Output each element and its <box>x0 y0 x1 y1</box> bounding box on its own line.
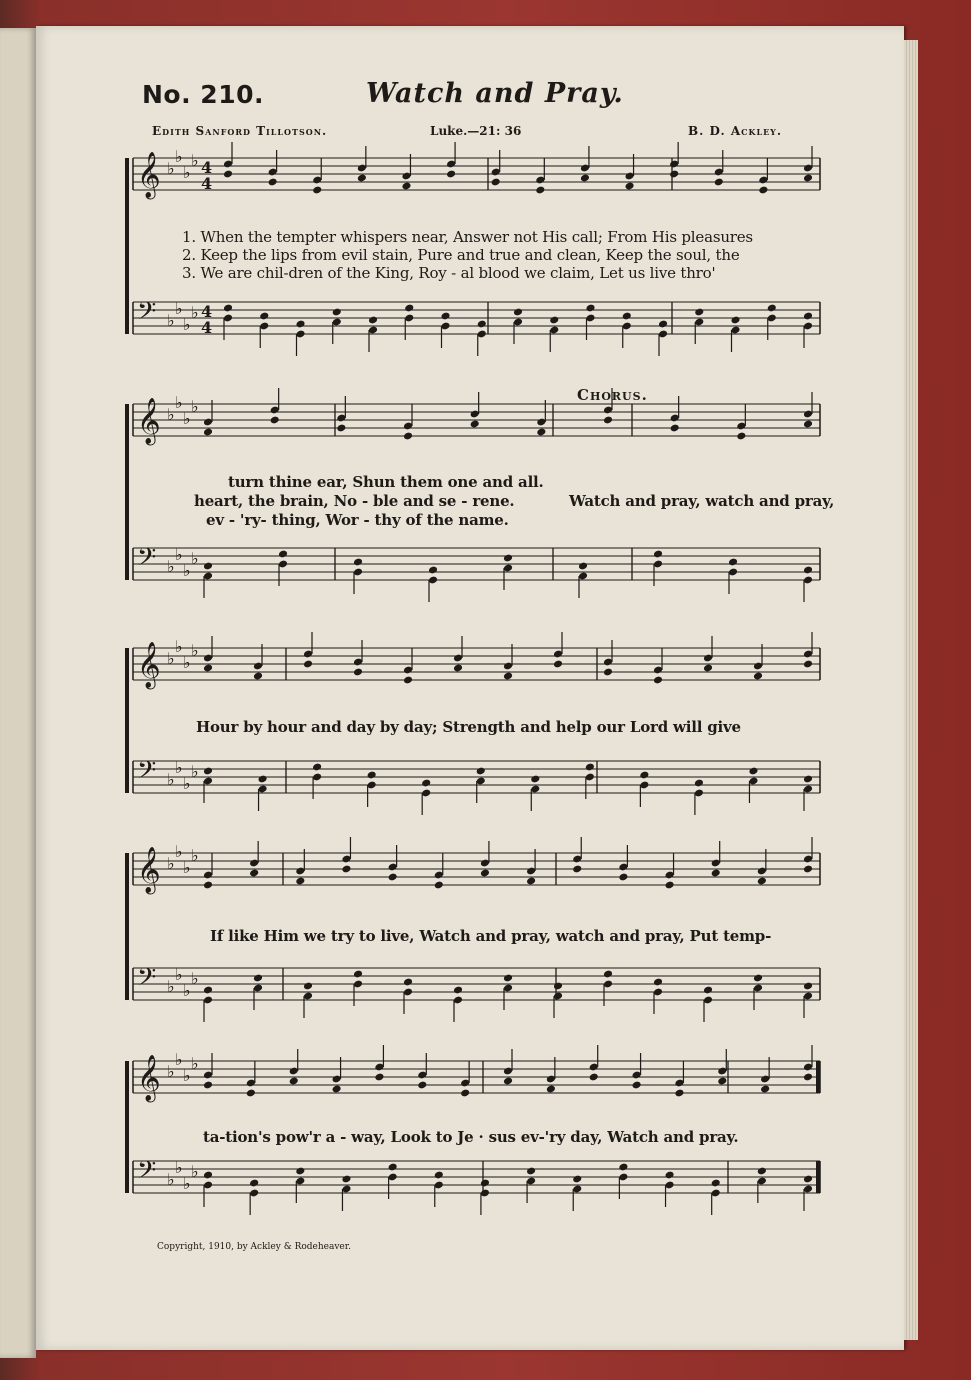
flat-icon: ♭ <box>183 163 191 182</box>
note-head <box>203 664 213 673</box>
note-head <box>535 186 545 195</box>
note-head <box>453 986 463 995</box>
note-head <box>295 877 305 886</box>
note-head <box>653 978 663 987</box>
note-head <box>446 170 456 179</box>
flat-icon: ♭ <box>183 1066 191 1085</box>
treble-clef-icon: 𝄞 <box>137 152 161 198</box>
note-head <box>753 974 763 983</box>
note-head <box>258 775 268 784</box>
note-head <box>767 304 777 313</box>
note-head <box>603 668 613 677</box>
flat-icon: ♭ <box>167 1062 175 1081</box>
note-head <box>572 1175 582 1184</box>
final-barline <box>816 1161 820 1193</box>
note-head <box>503 554 513 563</box>
bass-clef-icon: 𝄢 <box>137 543 157 578</box>
flat-icon: ♭ <box>183 858 191 877</box>
verse-3-line-2: ev - 'ry- thing, Wor - thy of the name. <box>206 511 509 529</box>
note-head <box>536 428 546 437</box>
scripture-reference: Luke.—21: 36 <box>430 124 522 138</box>
bass-clef-icon: 𝄢 <box>137 1156 157 1191</box>
note-head <box>428 566 438 575</box>
bass-clef-icon: 𝄢 <box>137 297 157 332</box>
note-head <box>603 416 613 425</box>
author-credit: Edith Sanford Tillotson. <box>152 124 328 138</box>
note-head <box>341 1175 351 1184</box>
flat-icon: ♭ <box>183 315 191 334</box>
note-head <box>203 881 213 890</box>
note-head <box>669 170 679 179</box>
note-head <box>259 312 269 321</box>
note-head <box>270 416 280 425</box>
note-head <box>670 424 680 433</box>
note-head <box>480 1179 490 1188</box>
note-head <box>549 316 559 325</box>
flat-icon: ♭ <box>175 758 183 777</box>
flat-icon: ♭ <box>167 977 175 996</box>
note-head <box>253 974 263 983</box>
flat-icon: ♭ <box>167 557 175 576</box>
flat-icon: ♭ <box>191 762 199 781</box>
flat-icon: ♭ <box>183 1174 191 1193</box>
note-head <box>503 672 513 681</box>
note-head <box>664 1171 674 1180</box>
flat-icon: ♭ <box>191 969 199 988</box>
verse-2-line-2: heart, the brain, No - ble and se - rene. <box>194 492 515 510</box>
note-head <box>312 186 322 195</box>
flat-icon: ♭ <box>167 311 175 330</box>
chorus-start-lyric: Watch and pray, watch and pray, <box>569 492 835 510</box>
treble-clef-icon: 𝄞 <box>137 642 161 688</box>
note-head <box>203 562 213 571</box>
note-head <box>803 775 813 784</box>
note-head <box>203 1171 213 1180</box>
note-head <box>440 312 450 321</box>
note-head <box>278 550 288 559</box>
time-signature: 4 <box>201 318 213 337</box>
flat-icon: ♭ <box>183 561 191 580</box>
note-head <box>736 432 746 441</box>
note-head <box>803 566 813 575</box>
note-head <box>477 320 487 329</box>
copyright-notice: Copyright, 1910, by Ackley & Rodeheaver. <box>157 1242 351 1252</box>
note-head <box>434 881 444 890</box>
note-head <box>470 420 480 429</box>
note-head <box>203 1081 213 1090</box>
note-head <box>295 320 305 329</box>
note-head <box>653 676 663 685</box>
note-head <box>223 304 233 313</box>
note-head <box>622 312 632 321</box>
note-head <box>546 1085 556 1094</box>
note-head <box>303 982 313 991</box>
note-head <box>223 170 233 179</box>
note-head <box>295 1167 305 1176</box>
note-head <box>803 1175 813 1184</box>
note-head <box>341 865 351 874</box>
note-head <box>714 178 724 187</box>
system-bracket <box>125 404 129 580</box>
note-head <box>803 174 813 183</box>
time-signature: 4 <box>201 302 213 321</box>
note-head <box>289 1077 299 1086</box>
flat-icon: ♭ <box>175 299 183 318</box>
note-head <box>403 676 413 685</box>
note-head <box>803 312 813 321</box>
note-head <box>303 660 313 669</box>
note-head <box>758 186 768 195</box>
note-head <box>803 865 813 874</box>
verse-2-line-1: 2. Keep the lips from evil stain, Pure and true and clean, Keep the soul, the <box>182 246 740 264</box>
flat-icon: ♭ <box>183 653 191 672</box>
flat-icon: ♭ <box>175 147 183 166</box>
note-head <box>336 424 346 433</box>
note-head <box>421 779 431 788</box>
note-head <box>703 986 713 995</box>
chorus-label: Chorus. <box>577 386 648 404</box>
note-head <box>249 869 259 878</box>
note-head <box>694 779 704 788</box>
note-head <box>367 771 377 780</box>
flat-icon: ♭ <box>191 1162 199 1181</box>
system-bracket <box>125 648 129 793</box>
chorus-lyric-line-3: ta-tion's pow'r a - way, Look to Je · sus ev-'ry day, Watch and pray. <box>203 1128 739 1146</box>
verse-1-line-1: 1. When the tempter whispers near, Answer not His call; From His pleasures <box>182 228 753 246</box>
flat-icon: ♭ <box>167 649 175 668</box>
note-head <box>757 1167 767 1176</box>
flat-icon: ♭ <box>191 151 199 170</box>
composer-credit: B. D. Ackley. <box>688 124 783 138</box>
note-head <box>476 767 486 776</box>
chorus-lyric-line-1: Hour by hour and day by day; Strength and help our Lord will give <box>196 718 741 736</box>
note-head <box>460 1089 470 1098</box>
note-head <box>757 877 767 886</box>
flat-icon: ♭ <box>167 159 175 178</box>
note-head <box>526 1167 536 1176</box>
treble-clef-icon: 𝄞 <box>137 847 161 893</box>
note-head <box>503 1077 513 1086</box>
final-barline <box>816 1061 820 1093</box>
verse-1-line-2: turn thine ear, Shun them one and all. <box>228 473 544 491</box>
note-head <box>253 672 263 681</box>
time-signature: 4 <box>201 158 213 177</box>
note-head <box>674 1089 684 1098</box>
note-head <box>803 1073 813 1082</box>
note-head <box>578 562 588 571</box>
note-head <box>480 869 490 878</box>
flat-icon: ♭ <box>167 1170 175 1189</box>
note-head <box>332 1085 342 1094</box>
flat-icon: ♭ <box>175 393 183 412</box>
note-head <box>357 174 367 183</box>
note-head <box>203 986 213 995</box>
note-head <box>401 182 411 191</box>
treble-clef-icon: 𝄞 <box>137 398 161 444</box>
hymn-title: Watch and Pray. <box>366 78 624 109</box>
note-head <box>632 1081 642 1090</box>
note-head <box>730 316 740 325</box>
flat-icon: ♭ <box>191 1054 199 1073</box>
note-head <box>312 763 322 772</box>
note-head <box>388 1163 398 1172</box>
flat-icon: ♭ <box>183 774 191 793</box>
flat-icon: ♭ <box>175 1050 183 1069</box>
note-head <box>603 970 613 979</box>
flat-icon: ♭ <box>175 545 183 564</box>
chorus-lyric-line-2: If like Him we try to live, Watch and pray, watch and pray, Put temp- <box>210 927 772 945</box>
system-bracket <box>125 1061 129 1193</box>
note-head <box>624 182 634 191</box>
note-head <box>353 970 363 979</box>
note-head <box>658 320 668 329</box>
bass-clef-icon: 𝄢 <box>137 963 157 998</box>
note-head <box>580 174 590 183</box>
flat-icon: ♭ <box>167 405 175 424</box>
note-head <box>618 873 628 882</box>
flat-icon: ♭ <box>175 637 183 656</box>
note-head <box>388 873 398 882</box>
note-head <box>353 558 363 567</box>
note-head <box>403 432 413 441</box>
time-signature: 4 <box>201 174 213 193</box>
flat-icon: ♭ <box>191 549 199 568</box>
note-head <box>374 1073 384 1082</box>
flat-icon: ♭ <box>191 397 199 416</box>
note-head <box>618 1163 628 1172</box>
note-head <box>491 178 501 187</box>
note-head <box>553 982 563 991</box>
note-head <box>760 1085 770 1094</box>
note-head <box>526 877 536 886</box>
note-head <box>728 558 738 567</box>
note-head <box>753 672 763 681</box>
note-head <box>553 660 563 669</box>
bass-clef-icon: 𝄢 <box>137 756 157 791</box>
note-head <box>453 664 463 673</box>
note-head <box>748 767 758 776</box>
note-head <box>246 1089 256 1098</box>
note-head <box>434 1171 444 1180</box>
note-head <box>803 420 813 429</box>
note-head <box>203 428 213 437</box>
system-bracket <box>125 158 129 334</box>
note-head <box>530 775 540 784</box>
note-head <box>403 978 413 987</box>
flat-icon: ♭ <box>191 303 199 322</box>
note-head <box>353 668 363 677</box>
note-head <box>639 771 649 780</box>
note-head <box>664 881 674 890</box>
note-head <box>249 1179 259 1188</box>
hymn-number: No. 210. <box>142 80 264 109</box>
verse-3-line-1: 3. We are chil-dren of the King, Roy - al blood we claim, Let us live thro' <box>182 264 716 282</box>
note-head <box>653 550 663 559</box>
flat-icon: ♭ <box>167 854 175 873</box>
note-head <box>503 974 513 983</box>
note-head <box>585 763 595 772</box>
flat-icon: ♭ <box>191 641 199 660</box>
flat-icon: ♭ <box>183 409 191 428</box>
note-head <box>711 1179 721 1188</box>
note-head <box>268 178 278 187</box>
treble-clef-icon: 𝄞 <box>137 1055 161 1101</box>
note-head <box>203 767 213 776</box>
note-head <box>803 982 813 991</box>
note-head <box>803 660 813 669</box>
note-head <box>417 1081 427 1090</box>
note-head <box>513 308 523 317</box>
note-head <box>703 664 713 673</box>
flat-icon: ♭ <box>175 842 183 861</box>
note-head <box>694 308 704 317</box>
note-head <box>332 308 342 317</box>
note-head <box>711 869 721 878</box>
note-head <box>404 304 414 313</box>
note-head <box>368 316 378 325</box>
system-bracket <box>125 853 129 1000</box>
note-head <box>585 304 595 313</box>
note-head <box>717 1077 727 1086</box>
flat-icon: ♭ <box>191 846 199 865</box>
flat-icon: ♭ <box>183 981 191 1000</box>
note-head <box>572 865 582 874</box>
flat-icon: ♭ <box>175 1158 183 1177</box>
flat-icon: ♭ <box>167 770 175 789</box>
note-head <box>589 1073 599 1082</box>
flat-icon: ♭ <box>175 965 183 984</box>
